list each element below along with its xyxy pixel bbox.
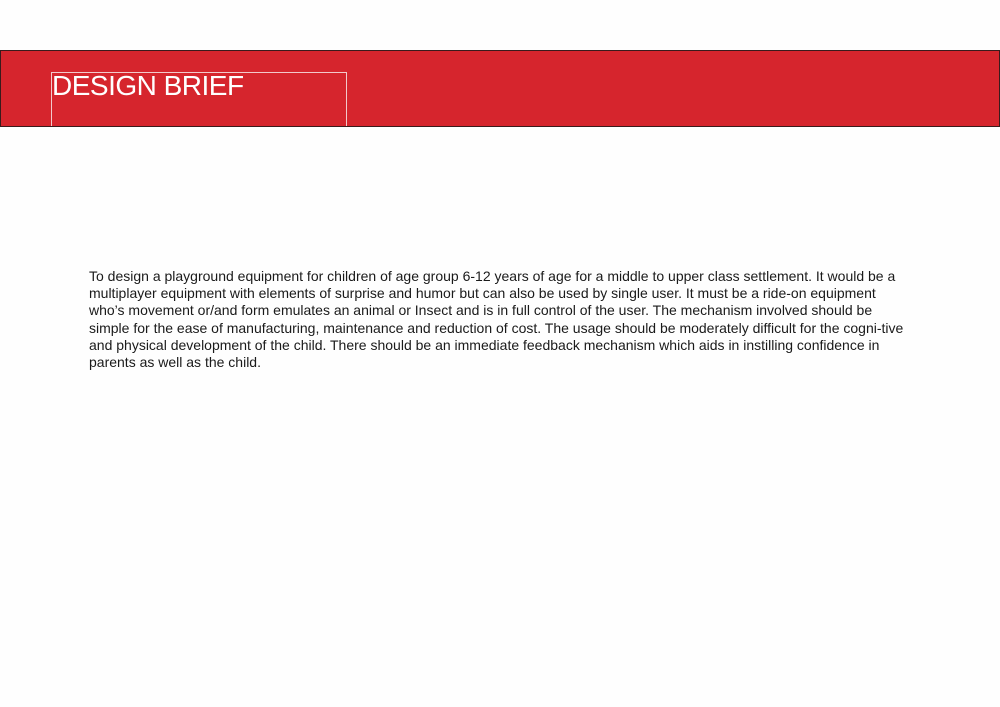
title-frame	[51, 72, 347, 126]
page-title: DESIGN BRIEF	[52, 70, 244, 101]
header-banner	[0, 50, 1000, 127]
design-brief-text: To design a playground equipment for children of age group 6-12 years of age for a middle to upper class settlement. It would be a multiplayer equipment with elements of surprise and humor but can also be used by single user. It must be a ride-on equipment who’s movement or/and form emulates an animal or Insect and is in full control of the user. The mechanism involved should be simple for the ease of manufacturing, maintenance and reduction of cost. The usage should be moderately difficult for the cogni-tive and physical development of the child. There should be an immediate feedback mechanism which aids in instilling confidence in parents as well as the child.	[89, 268, 904, 371]
